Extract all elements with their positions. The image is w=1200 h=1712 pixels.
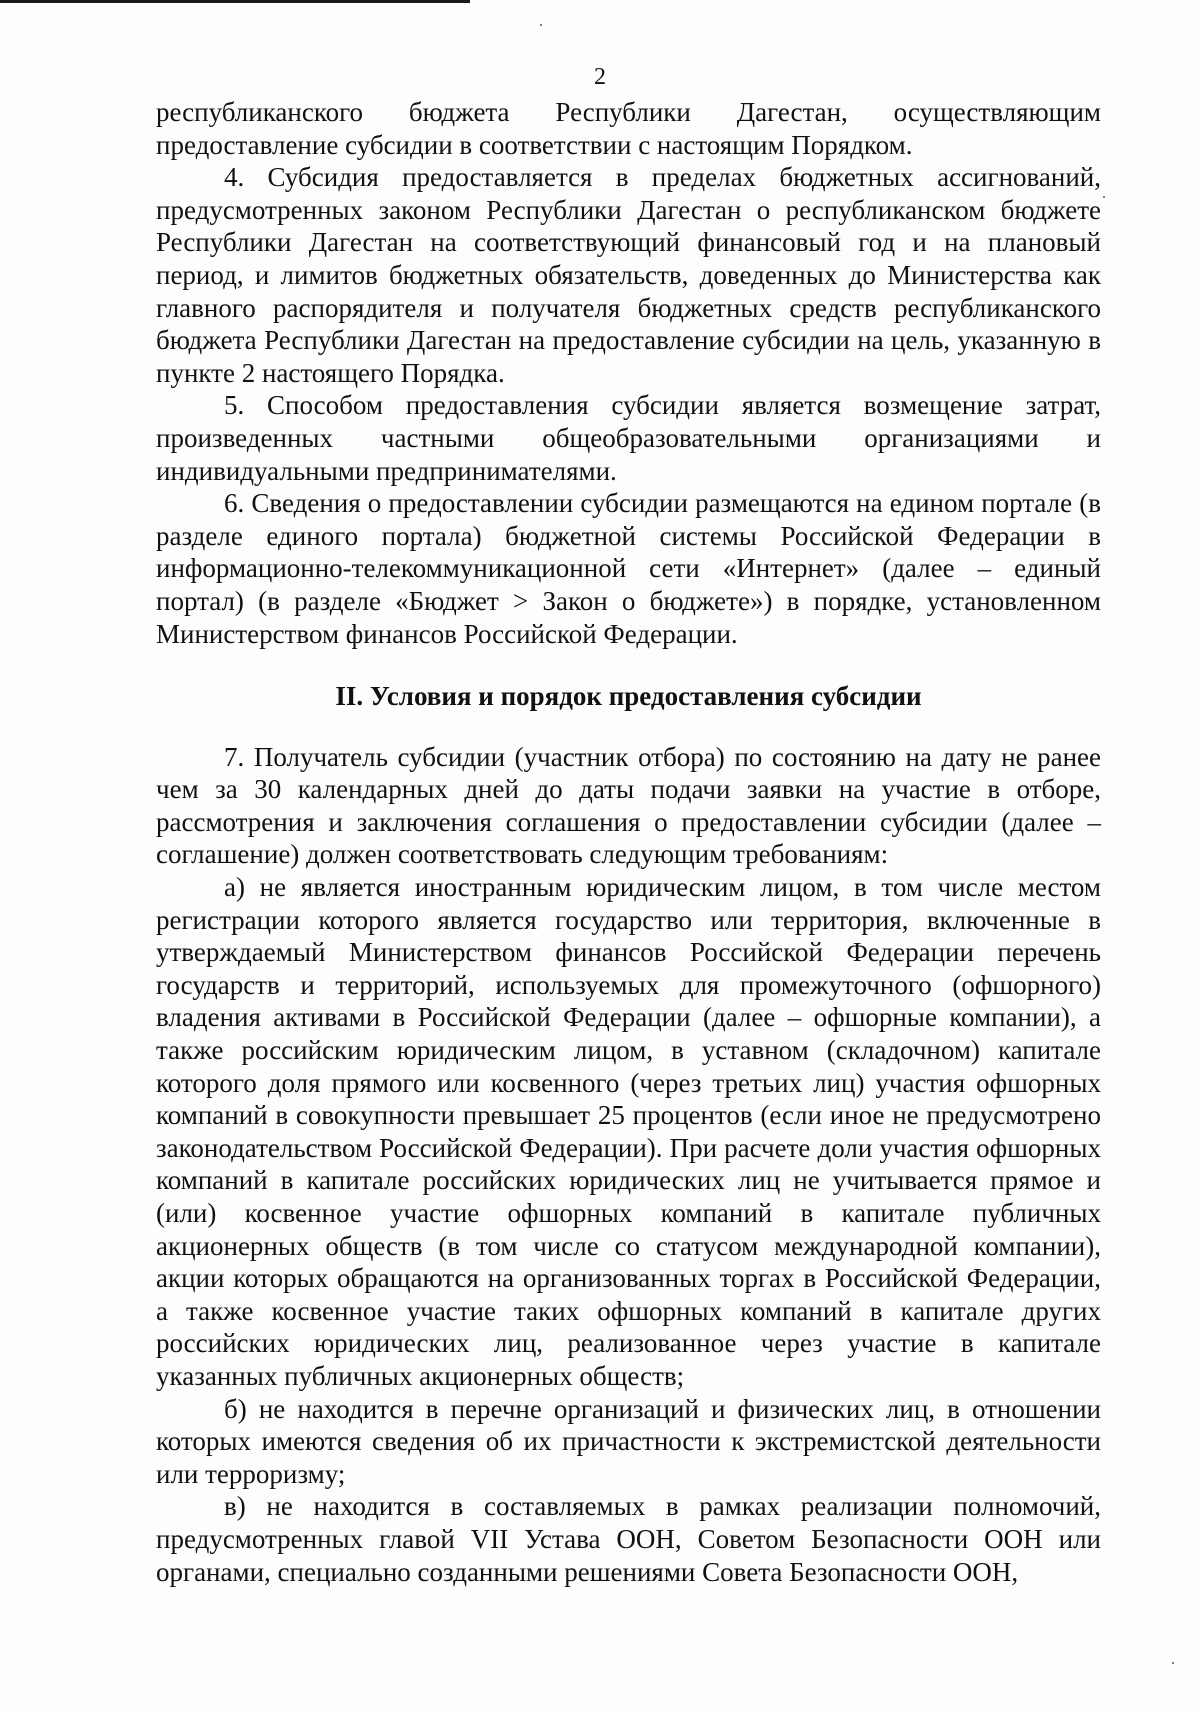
paragraph-subitem-a: а) не является иностранным юридическим лицом, в том числе местом регистрации которого является государство или территория, включенные в утверждаемый Министерством финансов Российской Федерации перечень государств и территорий, используемых для промежуточного (офшорного) владения активами в Российской Федерации (далее – офшорные компании), а также российским юридическим лицом, в уставном (складочном) капитале которого доля прямого или косвенного (через третьих лиц) участия офшорных компаний в совокупности превышает 25 процентов (если иное не предусмотрено законодательством Российской Федерации). При расчете доли участия офшорных компаний в капитале российских юридических лиц не учитывается прямое и (или) косвенное участие офшорных компаний в капитале публичных акционерных обществ (в том числе со статусом международной компании), акции которых обращаются на организованных торгах в Российской Федерации, а также косвенное участие таких офшорных компаний в капитале других российских юридических лиц, реализованное через участие в капитале указанных публичных акционерных обществ;	[156, 872, 1101, 1391]
section-title: II. Условия и порядок предоставления субсидии	[335, 681, 922, 712]
paragraph-item-7: 7. Получатель субсидии (участник отбора) по состоянию на дату не ранее чем за 30 календарных дней до даты подачи заявки на участие в отборе, рассмотрения и заключения соглашения о предоставлении субсидии (далее – соглашение) должен соответствовать следующим требованиям:	[156, 741, 1101, 870]
paragraph-continuation: республиканского бюджета Республики Дагестан, осуществляющим предоставление субсидии в соответствии с настоящим Порядком.	[156, 97, 1101, 160]
paragraph-item-5: 5. Способом предоставления субсидии является возмещение затрат, произведенных частными общеобразовательными организациями и индивидуальными предпринимателями.	[156, 390, 1101, 486]
paragraph-item-4: 4. Субсидия предоставляется в пределах бюджетных ассигнований, предусмотренных законом Республики Дагестан о республиканском бюджете Республики Дагестан на соответствующий финансовый год и на плановый период, и лимитов бюджетных обязательств, доведенных до Министерства как главного распорядителя и получателя бюджетных средств республиканского бюджета Республики Дагестан на предоставление субсидии на цель, указанную в пункте 2 настоящего Порядка.	[156, 162, 1101, 388]
scan-speck	[1103, 196, 1105, 198]
scan-speck	[540, 24, 542, 26]
paragraph-item-6: 6. Сведения о предоставлении субсидии размещаются на едином портале (в разделе единого портала) бюджетной системы Российской Федерации в информационно-телекоммуникационной сети «Интернет» (далее – единый портал) (в разделе «Бюджет > Закон о бюджете») в порядке, установленном Министерством финансов Российской Федерации.	[156, 488, 1101, 649]
page-number: 2	[594, 64, 606, 90]
paragraph-subitem-b: б) не находится в перечне организаций и физических лиц, в отношении которых имеются сведения об их причастности к экстремистской деятельности или терроризму;	[156, 1393, 1101, 1489]
scan-edge-line	[0, 0, 470, 3]
document-body	[156, 96, 1101, 1588]
paragraph-subitem-v: в) не находится в составляемых в рамках реализации полномочий, предусмотренных главой VII Устава ООН, Советом Безопасности ООН или органами, специально созданными решениями Совета Безопасности ООН,	[156, 1491, 1101, 1587]
scan-speck	[1172, 1662, 1174, 1664]
